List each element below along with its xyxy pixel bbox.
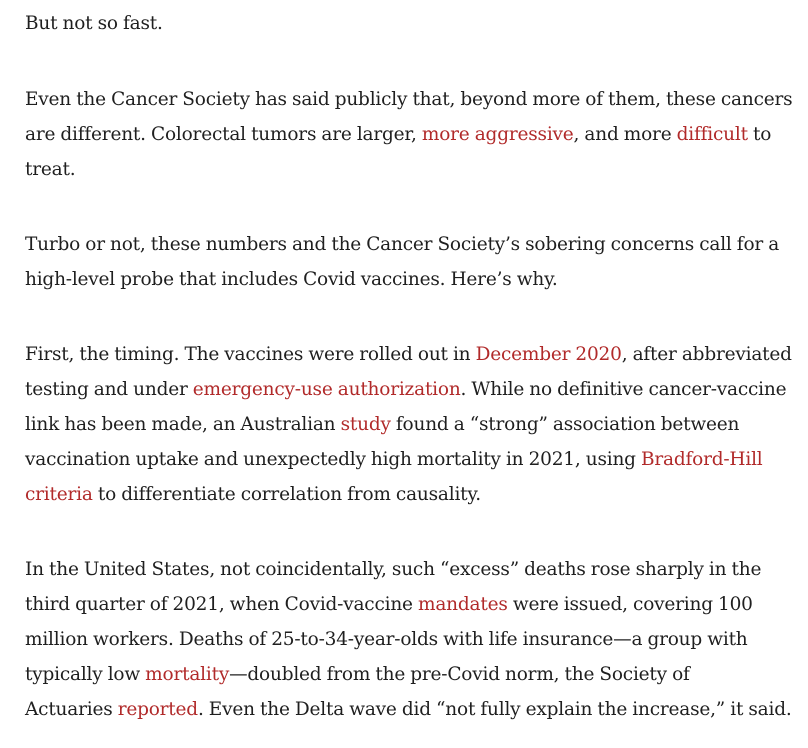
text-run: million workers. Deaths of 25-to-34-year-olds with life insurance—a group with [25, 629, 748, 650]
text-run: , after abbreviated [621, 344, 792, 365]
inline-link[interactable]: criteria [25, 484, 93, 505]
text-run: . Even the Delta wave did “not fully explain the increase,” it said. [197, 699, 792, 720]
text-run: In the United States, not coincidentally, such “excess” deaths rose sharply in the [25, 559, 762, 580]
inline-link[interactable]: study [340, 414, 391, 435]
text-run: were issued, covering 100 [507, 594, 753, 615]
text-run: third quarter of 2021, when Covid-vaccine [25, 594, 418, 615]
text-run: Turbo or not, these numbers and the Cancer Society’s sobering concerns call for a [25, 234, 780, 255]
inline-link[interactable]: mandates [418, 594, 508, 615]
inline-link[interactable]: more aggressive [421, 124, 574, 145]
text-run: to [747, 124, 772, 145]
paragraph-1 [25, 6, 163, 41]
paragraph-3 [25, 227, 779, 297]
text-run: But not so fast. [25, 13, 163, 34]
text-run: treat. [25, 159, 76, 180]
inline-link[interactable]: Bradford-Hill [641, 449, 763, 470]
text-run: —doubled from the pre-Covid norm, the Society of [229, 664, 690, 685]
inline-link[interactable]: mortality [145, 664, 230, 685]
inline-link[interactable]: December 2020 [475, 344, 622, 365]
text-run: First, the timing. The vaccines were rolled out in [25, 344, 476, 365]
text-run: high-level probe that includes Covid vaccines. Here’s why. [25, 269, 558, 290]
inline-link[interactable]: emergency-use authorization [192, 379, 461, 400]
text-run: . While no definitive cancer-vaccine [460, 379, 787, 400]
inline-link[interactable]: reported [117, 699, 198, 720]
text-run: typically low [25, 664, 146, 685]
paragraph-5 [25, 552, 792, 727]
text-run: Even the Cancer Society has said publicly that, beyond more of them, these cancers [25, 89, 793, 110]
text-run: vaccination uptake and unexpectedly high mortality in 2021, using [25, 449, 641, 470]
text-run: to differentiate correlation from causality. [92, 484, 481, 505]
text-run: link has been made, an Australian [25, 414, 341, 435]
text-run: Actuaries [25, 699, 118, 720]
text-run: found a “strong” association between [390, 414, 740, 435]
inline-link[interactable]: difficult [676, 124, 748, 145]
text-run: are different. Colorectal tumors are larger, [25, 124, 422, 145]
text-run: , and more [573, 124, 677, 145]
paragraph-2 [25, 82, 792, 187]
text-run: testing and under [25, 379, 193, 400]
paragraph-4 [25, 337, 792, 512]
